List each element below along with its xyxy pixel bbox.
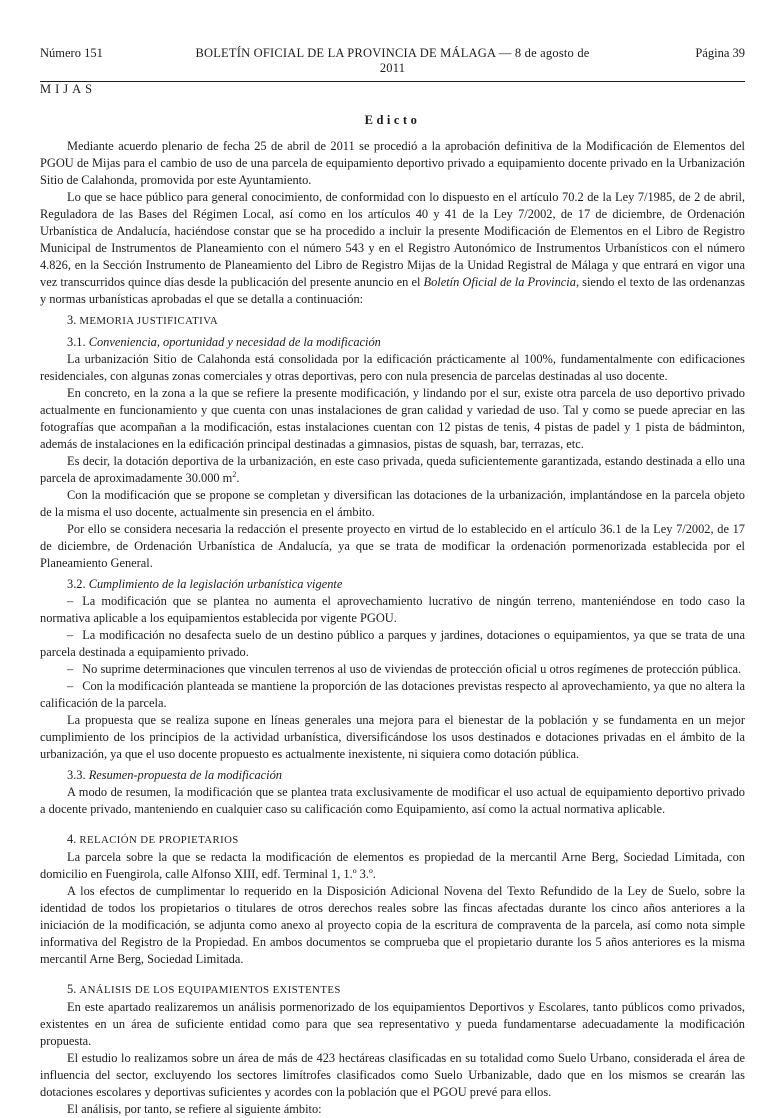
section-number: 3. xyxy=(67,313,77,327)
list-item xyxy=(40,678,745,712)
issue-number: Número 151 xyxy=(40,46,103,60)
section-number: 3.3. xyxy=(67,768,86,782)
paragraph-text: . xyxy=(236,471,240,485)
subsection-title: Cumplimiento de la legislación urbanística vigente xyxy=(88,577,343,591)
paragraph-concreto: En concreto, en la zona a la que se refiere la presente modificación, y lindando por el sur, existe otra parcela de uso deportivo privado actualmente en funcionamiento y que cuenta con unas instalaciones de gran calidad y variedad de uso. Tal y como se puede apreciar en las fotografías que acompañan a la modificación, estas instalaciones cuentan con 12 pistas de tenis, 4 pistas de padel y 1 pista de bádminton, además de instalaciones en la edificación principal destinadas a gimnasios, pistas de squash, bar, terrazas, etc. xyxy=(40,386,745,451)
list-item xyxy=(40,627,745,661)
list-item xyxy=(40,661,745,678)
municipality-heading: MIJAS xyxy=(40,82,97,96)
superscript-2: 2 xyxy=(232,469,237,479)
section-number: 4. xyxy=(67,832,77,846)
edict-title: Edicto xyxy=(364,113,421,127)
paragraph-text: Es decir, la dotación deportiva de la urbanización, en este caso privada, queda suficientemente garantizada, estando destinada a ello una parcela de aproximadamente 30.000 m xyxy=(40,454,745,485)
section-title: RELACIÓN DE PROPIETARIOS xyxy=(79,834,239,846)
subsection-heading-3-2 xyxy=(40,576,745,593)
document-body xyxy=(40,138,745,1118)
paragraph-dotacion xyxy=(40,453,745,487)
section-number: 5. xyxy=(67,982,77,996)
dash-marker: – xyxy=(67,662,74,676)
paragraph-propuesta: La propuesta que se realiza supone en líneas generales una mejora para el bienestar de la población y se fundamenta en un mejor cumplimiento de los principios de la actividad urbanística, diversificándose los usos destinados e dotaciones privadas en el ámbito de la urbanización, ya que el uso docente propuesto es actualmente inexistente, ni siquiera como dotación pública. xyxy=(40,713,745,761)
paragraph-parcela: La parcela sobre la que se redacta la modificación de elementos es propiedad de la mercantil Arne Berg, Sociedad Limitada, con domicilio en Fuengirola, calle Alfonso XIII, edf. Terminal 1, 1.º 3.º. xyxy=(40,850,745,881)
paragraph-efectos: A los efectos de cumplimentar lo requerido en la Disposición Adicional Novena del Texto Refundido de la Ley de Suelo, sobre la identidad de todos los propietarios o titulares de otros derechos reales sobre las fincas afectadas durante los cinco años anteriores a la iniciación de la modificación, se adjunta como anexo al proyecto copia de la escritura de compraventa de la parcela, así como nota simple informativa del Registro de la Propiedad. En ambos documentos se comprueba que el propietario durante los 5 años anteriores es la misma mercantil Arne Berg, Sociedad Limitada. xyxy=(40,884,745,966)
paragraph-urbanizacion: La urbanización Sitio de Calahonda está consolidada por la edificación prácticamente al 100%, fundamentalmente con edificaciones residenciales, con algunas zonas comerciales y otras deportivas, pero con nula presencia de parcelas destinadas al uso docente. xyxy=(40,352,745,383)
paragraph-text: , siendo el texto de las ordenanzas y normas urbanísticas aprobadas el que se detalla a continuación: xyxy=(40,275,745,306)
italic-citation: Boletín Oficial de la Provincia xyxy=(423,275,576,289)
paragraph-apartado: En este apartado realizaremos un análisis pormenorizado de los equipamientos Deportivos y Escolares, tanto públicos como privados, existentes en un área de suficiente entidad como para que sea representativo y pueda fundamentarse adecuadamente la modificación propuesta. xyxy=(40,1000,745,1048)
section-heading-4 xyxy=(40,831,745,849)
list-item xyxy=(40,593,745,627)
section-title: ANÁLISIS DE LOS EQUIPAMIENTOS EXISTENTES xyxy=(79,984,341,996)
paragraph-analisis: El análisis, por tanto, se refiere al siguiente ámbito: xyxy=(67,1102,322,1116)
paragraph-estudio: El estudio lo realizamos sobre un área de más de 423 hectáreas clasificadas en su totalidad como Suelo Urbano, considerada el área de influencia del sector, excluyendo los sectores limítrofes clasificados como Suelo Urbanizable, dado que en los mismos se crearán las dotaciones escolares y deportivas suficientes y acordes con la población que el PGOU prevé para ellos. xyxy=(40,1051,745,1099)
list-item-text: La modificación que se plantea no aumenta el aprovechamiento lucrativo de ningún terreno, manteniéndose en todo caso la normativa aplicable a los equipamientos establecida por vigente PGOU. xyxy=(40,594,745,625)
page-header xyxy=(40,46,745,82)
subsection-title: Conveniencia, oportunidad y necesidad de la modificación xyxy=(88,335,381,349)
section-number: 3.2. xyxy=(67,577,86,591)
list-item-text: No suprime determinaciones que vinculen terrenos al uso de viviendas de protección oficial u otros regímenes de protección pública. xyxy=(82,662,742,676)
page-number: Página 39 xyxy=(695,46,745,60)
paragraph-intro: Mediante acuerdo plenario de fecha 25 de abril de 2011 se procedió a la aprobación definitiva de la Modificación de Elementos del PGOU de Mijas para el cambio de uso de una parcela de equipamiento deportivo privado a equipamiento docente privado en la Urbanización Sitio de Calahonda, promovida por este Ayuntamiento. xyxy=(40,139,745,187)
dash-marker: – xyxy=(67,594,74,608)
bulletin-title: BOLETÍN OFICIAL DE LA PROVINCIA DE MÁLAGA — 8 de agosto de 2011 xyxy=(195,46,590,75)
paragraph-amodo: A modo de resumen, la modificación que se plantea trata exclusivamente de modificar el uso actual de equipamiento deportivo privado a docente privado, manteniendo en cualquier caso su calificación como Equipamiento, así como la actual normativa aplicable. xyxy=(40,785,745,816)
section-title: MEMORIA JUSTIFICATIVA xyxy=(79,315,219,327)
section-number: 3.1. xyxy=(67,335,86,349)
paragraph-porello: Por ello se considera necesaria la redacción el presente proyecto en virtud de lo establecido en el artículo 36.1 de la Ley 7/2002, de 17 de diciembre, de Ordenación Urbanística de Andalucía, ya que se trata de modificar la ordenación pormenorizada establecida por el Planeamiento General. xyxy=(40,522,745,570)
section-heading-3 xyxy=(40,312,745,330)
dash-marker: – xyxy=(67,679,74,693)
list-item-text: La modificación no desafecta suelo de un destino público a parques y jardines, dotaciones o equipamientos, ya que se trata de una parcela destinada a equipamiento privado. xyxy=(40,628,745,659)
subsection-heading-3-1 xyxy=(40,334,745,351)
paragraph-text: Lo que se hace público para general conocimiento, de conformidad con lo dispuesto en el artículo 70.2 de la Ley 7/1985, de 2 de abril, Reguladora de las Bases del Régimen Local, así como en los artículos 40 y 41 de la Ley 7/2002, de 17 de diciembre, de Ordenación Urbanística de Andalucía, haciéndose constar que se ha procedido a incluir la presente Modificación de Elementos en el Libro de Registro Municipal de Instrumentos de Planeamiento con el número 543 y en el Registro Autonómico de Instrumentos Urbanísticos con el número 4.826, en la Sección Instrumento de Planeamiento del Libro de Registro Mijas de la Unidad Registral de Málaga y que entrará en vigor una vez transcurridos quince días desde la publicación del presente anuncio en el xyxy=(40,190,745,289)
subsection-heading-3-3 xyxy=(40,767,745,784)
subsection-title: Resumen-propuesta de la modificación xyxy=(88,768,282,782)
section-heading-5 xyxy=(40,981,745,999)
list-item-text: Con la modificación planteada se mantiene la proporción de las dotaciones previstas respecto al aprovechamiento, ya que no altera la calificación de la parcela. xyxy=(40,679,745,710)
dash-marker: – xyxy=(67,628,74,642)
paragraph-publicidad xyxy=(40,189,745,308)
paragraph-modificacion-propone: Con la modificación que se propone se completan y diversifican las dotaciones de la urbanización, implantándose en la parcela objeto de la misma el uso docente, actualmente sin presencia en el ámbito. xyxy=(40,488,745,519)
